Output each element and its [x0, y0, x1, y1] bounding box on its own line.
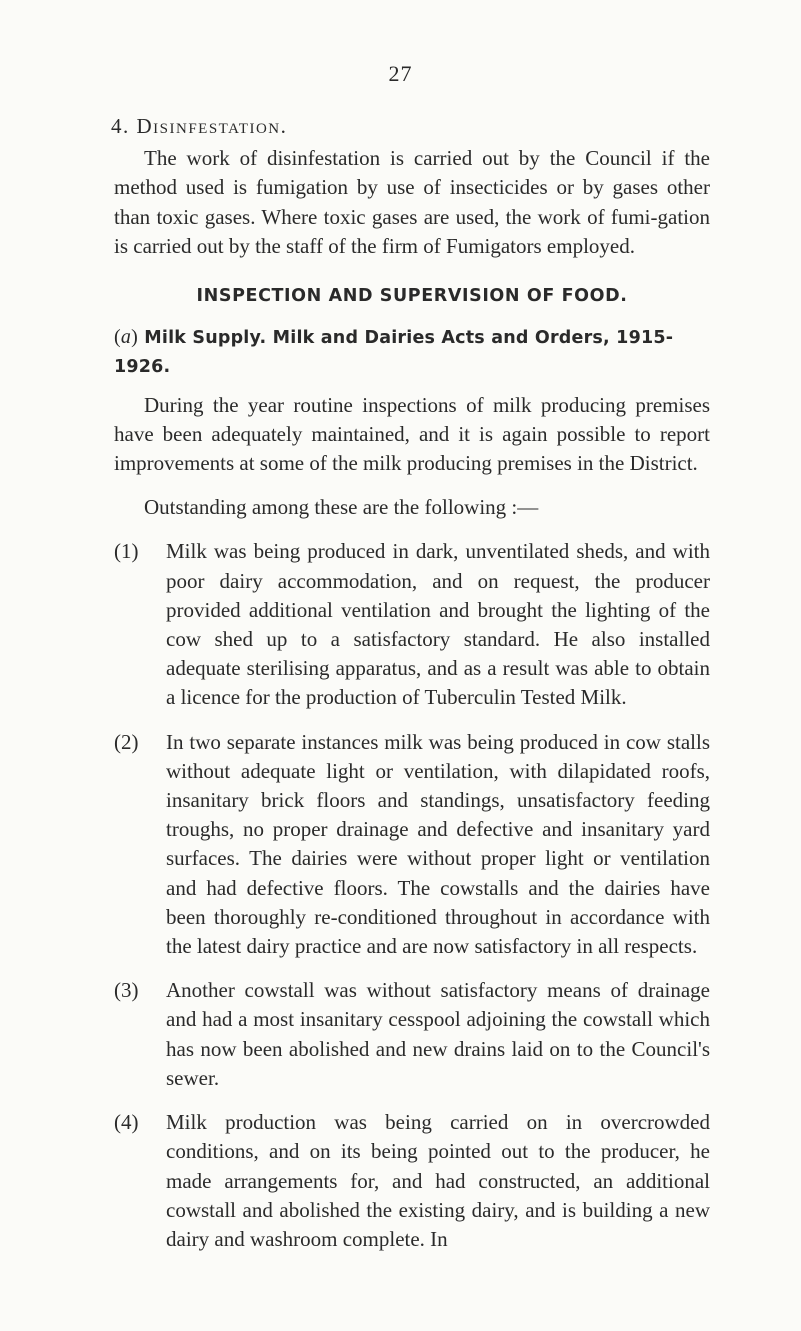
list-item-number: (3) — [114, 978, 139, 1003]
list-item-number: (4) — [114, 1110, 139, 1135]
section-number: 4. — [111, 114, 130, 138]
list-item-text: In two separate instances milk was being produced in cow stalls without adequate light or ventilation, with dilapidated roofs, insanitary brick floors and standings, unsatisfactory feeding troughs, no proper drainage and defective and insanitary yard surfaces. The dairies were without proper light or ventilation and had defective floors. The cowstalls and the dairies have been thoroughly re-conditioned throughout in accordance with the latest dairy practice and are now satisfactory in all respects. — [166, 729, 710, 959]
paragraph: During the year routine inspections of milk producing premises have been adequately maintained, and it is again possible to report improvements at some of the milk producing premises in the District. — [114, 392, 710, 476]
sub-heading-text: Milk Supply. Milk and Dairies Acts and Orders, 1915-1926. — [114, 328, 674, 378]
list-item-text: Milk production was being carried on in overcrowded conditions, and on its being pointed out to the producer, he made arrangements for, and had constructed, an additional cowstall and abolished the existing dairy, and is building a new dairy and washroom complete. In — [166, 1110, 710, 1251]
list-item-number: (1) — [114, 539, 139, 564]
list-item-text: Another cowstall was without satisfactory means of drainage and had a most insanitary cesspool adjoining the cowstall which has now been abolished and new drains laid on to the Council's sewer. — [166, 978, 710, 1090]
paragraph: Outstanding among these are the following :— — [144, 495, 539, 520]
section-heading — [111, 112, 710, 141]
sub-heading — [114, 323, 710, 382]
page-content — [111, 112, 710, 1254]
sub-heading-marker: (a) — [114, 326, 138, 349]
section-paragraph: The work of disinfestation is carried out by the Council if the method used is fumigation by use of insecticides or by gases other than toxic gases. Where toxic gases are used, the work of fumi-gation is carried out by the staff of the firm of Fumigators employed. — [114, 146, 710, 258]
list-item — [114, 537, 710, 712]
list-item-text: Milk was being produced in dark, unventilated sheds, and with poor dairy accommodation, and on request, the producer provided additional ventilation and brought the lighting of the cow shed up to a satisfactory standard. He also installed adequate sterilising apparatus, and as a result was able to obtain a licence for the production of Tuberculin Tested Milk. — [166, 539, 710, 710]
page-number: 27 — [388, 61, 413, 86]
list-item-number: (2) — [114, 729, 139, 754]
main-heading: INSPECTION AND SUPERVISION OF FOOD. — [196, 286, 628, 307]
section-title: Disinfestation. — [136, 114, 288, 138]
list-item — [114, 976, 710, 1093]
list-item — [114, 1108, 710, 1254]
list-item — [114, 728, 710, 962]
